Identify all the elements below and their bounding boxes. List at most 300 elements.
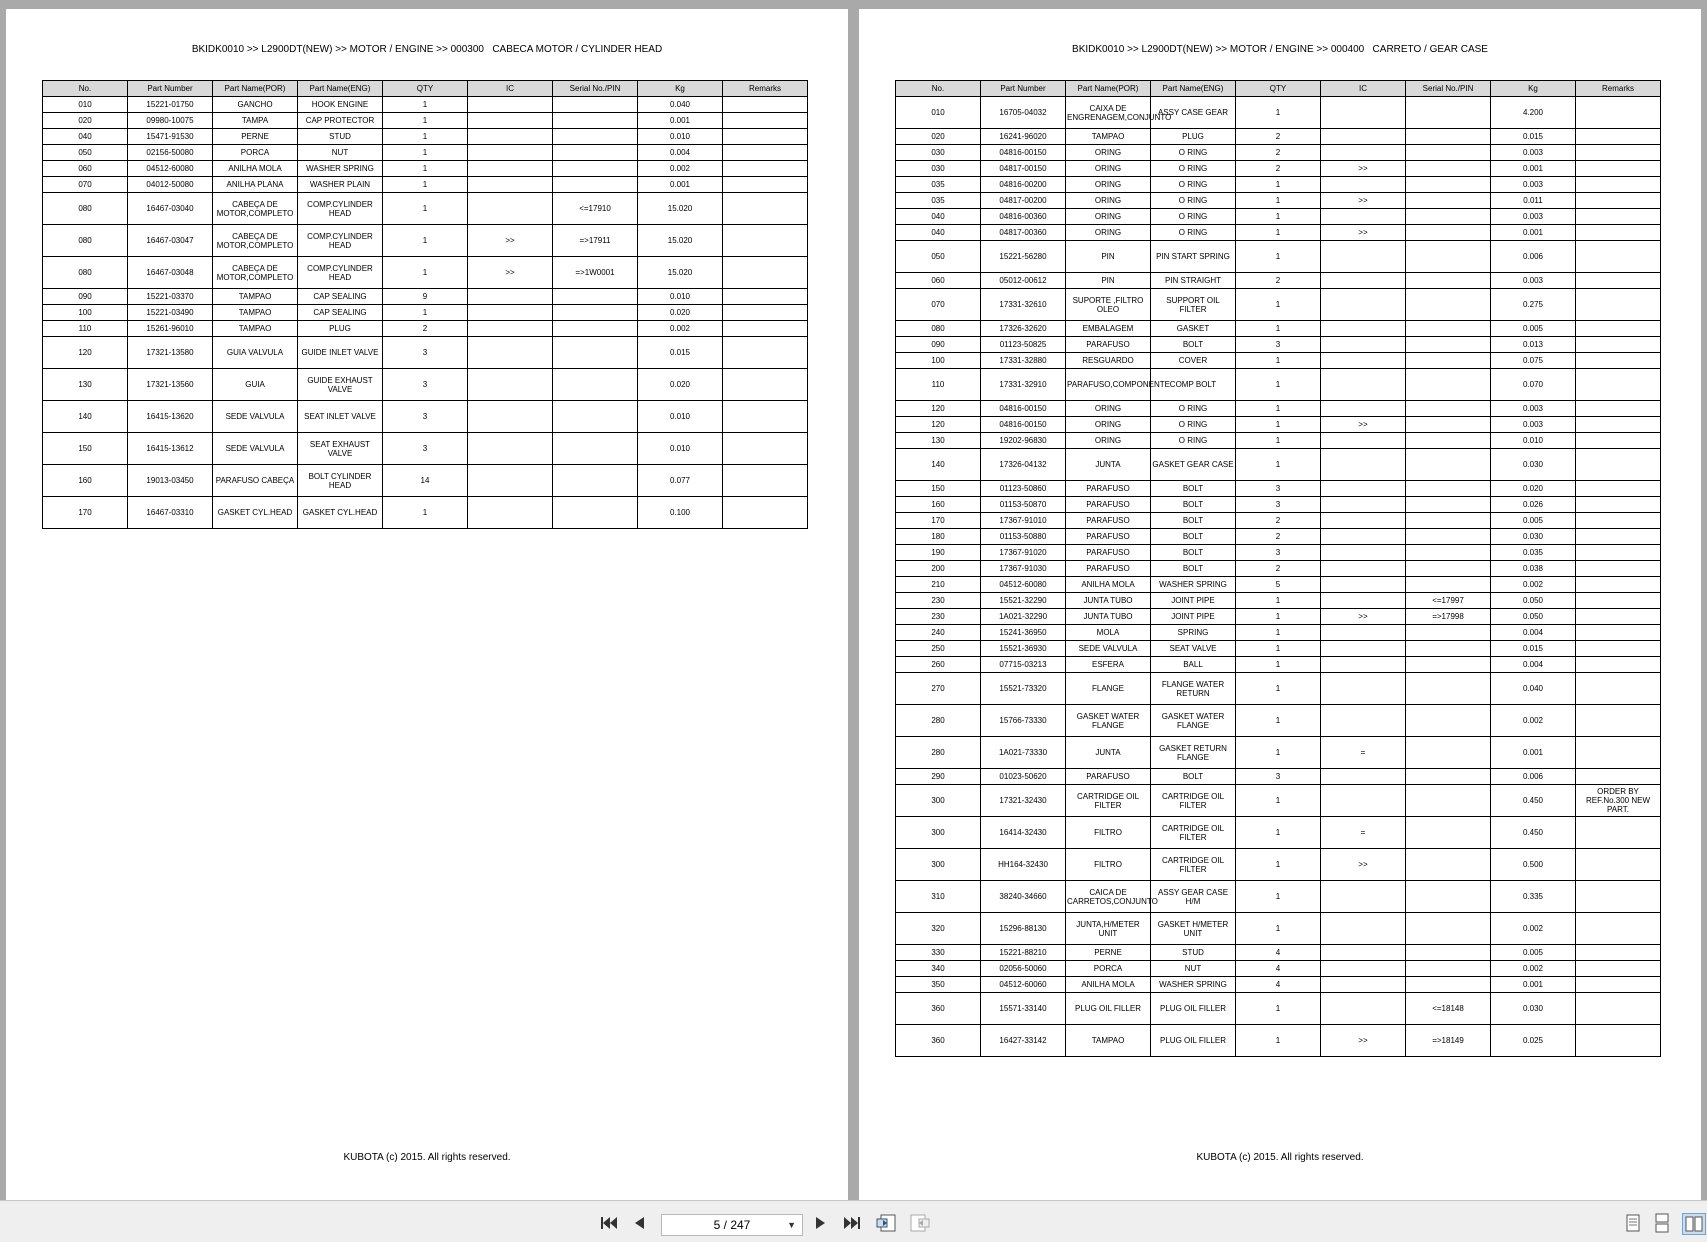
table-cell: O RING bbox=[1151, 177, 1236, 193]
table-cell: 0.004 bbox=[1491, 625, 1576, 641]
table-cell: O RING bbox=[1151, 161, 1236, 177]
table-cell bbox=[1321, 401, 1406, 417]
table-cell: SPRING bbox=[1151, 625, 1236, 641]
table-cell: 4 bbox=[1236, 961, 1321, 977]
table-cell: 0.001 bbox=[638, 177, 723, 193]
table-cell bbox=[1321, 705, 1406, 737]
table-cell: PARAFUSO bbox=[1066, 561, 1151, 577]
table-cell: 2 bbox=[1236, 513, 1321, 529]
first-page-icon[interactable] bbox=[600, 1213, 618, 1233]
table-cell: WASHER SPRING bbox=[1151, 977, 1236, 993]
table-cell: 15521-73320 bbox=[981, 673, 1066, 705]
table-cell: 070 bbox=[43, 177, 128, 193]
table-cell: 15766-73330 bbox=[981, 705, 1066, 737]
table-cell: 4 bbox=[1236, 945, 1321, 961]
last-page-icon[interactable] bbox=[843, 1213, 861, 1233]
table-cell: 080 bbox=[43, 225, 128, 257]
table-cell: 15296-88130 bbox=[981, 913, 1066, 945]
previous-page-icon[interactable] bbox=[632, 1213, 646, 1233]
table-row bbox=[896, 145, 1661, 161]
table-cell bbox=[468, 129, 553, 145]
table-cell bbox=[1321, 961, 1406, 977]
table-cell bbox=[1576, 961, 1661, 977]
two-page-icon[interactable] bbox=[1682, 1213, 1706, 1235]
table-cell: WASHER SPRING bbox=[298, 161, 383, 177]
table-cell bbox=[1406, 417, 1491, 433]
table-cell: PLUG OIL FILLER bbox=[1151, 1025, 1236, 1057]
table-cell: 330 bbox=[896, 945, 981, 961]
table-cell bbox=[1406, 561, 1491, 577]
table-cell bbox=[1406, 545, 1491, 561]
table-cell: BOLT bbox=[1151, 337, 1236, 353]
table-cell: BOLT bbox=[1151, 545, 1236, 561]
table-cell: CABEÇA DE MOTOR,COMPLETO bbox=[213, 193, 298, 225]
table-row bbox=[43, 145, 808, 161]
table-cell: >> bbox=[468, 257, 553, 289]
table-cell: 0.050 bbox=[1491, 593, 1576, 609]
table-cell: FLANGE WATER RETURN bbox=[1151, 673, 1236, 705]
table-cell: 01023-50620 bbox=[981, 769, 1066, 785]
table-cell: 0.030 bbox=[1491, 529, 1576, 545]
table-cell bbox=[723, 97, 808, 113]
table-row bbox=[43, 321, 808, 337]
table-cell: 16467-03310 bbox=[128, 497, 213, 529]
table-cell: CABEÇA DE MOTOR,COMPLETO bbox=[213, 257, 298, 289]
table-cell: 15261-96010 bbox=[128, 321, 213, 337]
table-cell: 17321-32430 bbox=[981, 785, 1066, 817]
table-cell: GASKET GEAR CASE bbox=[1151, 449, 1236, 481]
table-cell bbox=[723, 369, 808, 401]
table-cell: 1 bbox=[1236, 289, 1321, 321]
table-cell: 15521-36930 bbox=[981, 641, 1066, 657]
table-cell: ESFERA bbox=[1066, 657, 1151, 673]
table-cell: 060 bbox=[896, 273, 981, 289]
table-cell bbox=[1321, 289, 1406, 321]
table-cell: 1 bbox=[1236, 225, 1321, 241]
table-cell: 210 bbox=[896, 577, 981, 593]
table-cell: JUNTA TUBO bbox=[1066, 609, 1151, 625]
table-cell bbox=[1406, 353, 1491, 369]
table-cell bbox=[1576, 657, 1661, 673]
table-row bbox=[896, 641, 1661, 657]
table-cell: PLUG OIL FILLER bbox=[1151, 993, 1236, 1025]
table-cell: COMP BOLT bbox=[1151, 369, 1236, 401]
table-cell: PLUG bbox=[1151, 129, 1236, 145]
table-cell: ORING bbox=[1066, 145, 1151, 161]
table-cell: 3 bbox=[1236, 337, 1321, 353]
table-cell: 0.001 bbox=[1491, 225, 1576, 241]
table-cell: JUNTA TUBO bbox=[1066, 593, 1151, 609]
table-cell: 170 bbox=[896, 513, 981, 529]
table-cell bbox=[553, 433, 638, 465]
page-footer: KUBOTA (c) 2015. All rights reserved. bbox=[343, 1152, 511, 1163]
table-cell: ORING bbox=[1066, 225, 1151, 241]
table-cell: 0.005 bbox=[1491, 513, 1576, 529]
table-cell bbox=[553, 113, 638, 129]
table-cell: <=17997 bbox=[1406, 593, 1491, 609]
table-cell: 0.015 bbox=[1491, 641, 1576, 657]
table-cell bbox=[468, 289, 553, 305]
table-cell: 0.015 bbox=[1491, 129, 1576, 145]
table-cell bbox=[553, 369, 638, 401]
table-cell: 0.025 bbox=[1491, 1025, 1576, 1057]
table-cell: PIN bbox=[1066, 241, 1151, 273]
table-cell bbox=[1321, 337, 1406, 353]
table-cell bbox=[1321, 593, 1406, 609]
table-cell: 16415-13620 bbox=[128, 401, 213, 433]
table-cell: PARAFUSO bbox=[1066, 529, 1151, 545]
table-cell: RESGUARDO bbox=[1066, 353, 1151, 369]
table-cell bbox=[1576, 817, 1661, 849]
table-cell: 1 bbox=[1236, 673, 1321, 705]
table-cell: PORCA bbox=[1066, 961, 1151, 977]
table-cell bbox=[553, 337, 638, 369]
table-cell: CABEÇA DE MOTOR,COMPLETO bbox=[213, 225, 298, 257]
table-row bbox=[43, 465, 808, 497]
table-cell bbox=[1406, 273, 1491, 289]
table-cell: 1 bbox=[383, 193, 468, 225]
table-cell: 260 bbox=[896, 657, 981, 673]
table-cell bbox=[1321, 561, 1406, 577]
table-cell bbox=[1321, 513, 1406, 529]
table-cell: JUNTA bbox=[1066, 449, 1151, 481]
table-cell bbox=[1576, 913, 1661, 945]
table-cell: 2 bbox=[1236, 529, 1321, 545]
table-cell: >> bbox=[1321, 849, 1406, 881]
table-cell: SEAT INLET VALVE bbox=[298, 401, 383, 433]
table-cell: BOLT bbox=[1151, 513, 1236, 529]
table-cell: 17331-32610 bbox=[981, 289, 1066, 321]
table-cell: BOLT bbox=[1151, 769, 1236, 785]
table-cell: 280 bbox=[896, 705, 981, 737]
table-cell: 035 bbox=[896, 193, 981, 209]
column-header: Remarks bbox=[1576, 81, 1661, 97]
table-cell: 0.015 bbox=[638, 337, 723, 369]
table-cell bbox=[553, 497, 638, 529]
table-cell bbox=[1406, 289, 1491, 321]
page-number-input[interactable] bbox=[661, 1214, 803, 1236]
table-cell: 1 bbox=[1236, 1025, 1321, 1057]
table-cell: 0.050 bbox=[1491, 609, 1576, 625]
table-cell: 010 bbox=[43, 97, 128, 113]
table-cell bbox=[1406, 209, 1491, 225]
table-row bbox=[896, 353, 1661, 369]
table-cell bbox=[1576, 1025, 1661, 1057]
table-cell: 1 bbox=[1236, 625, 1321, 641]
table-cell bbox=[1576, 225, 1661, 241]
table-cell: CARTRIDGE OIL FILTER bbox=[1151, 849, 1236, 881]
table-cell: 300 bbox=[896, 817, 981, 849]
table-cell bbox=[1406, 337, 1491, 353]
table-cell: O RING bbox=[1151, 193, 1236, 209]
table-cell bbox=[1321, 529, 1406, 545]
table-cell: GASKET WATER FLANGE bbox=[1151, 705, 1236, 737]
table-cell: GASKET CYL.HEAD bbox=[298, 497, 383, 529]
table-cell: 15241-36950 bbox=[981, 625, 1066, 641]
table-cell: 1 bbox=[1236, 657, 1321, 673]
table-cell bbox=[468, 465, 553, 497]
table-cell bbox=[1406, 881, 1491, 913]
table-cell: 140 bbox=[43, 401, 128, 433]
table-cell: GASKET CYL.HEAD bbox=[213, 497, 298, 529]
table-cell: GUIA bbox=[213, 369, 298, 401]
table-cell: 1 bbox=[1236, 417, 1321, 433]
table-cell: ORING bbox=[1066, 161, 1151, 177]
table-row bbox=[43, 161, 808, 177]
column-header: IC bbox=[468, 81, 553, 97]
table-row bbox=[896, 817, 1661, 849]
table-cell: 1 bbox=[1236, 881, 1321, 913]
table-cell: 130 bbox=[896, 433, 981, 449]
table-cell bbox=[1321, 545, 1406, 561]
table-row bbox=[43, 497, 808, 529]
table-cell: 1 bbox=[1236, 593, 1321, 609]
table-cell: =>17998 bbox=[1406, 609, 1491, 625]
table-cell bbox=[723, 257, 808, 289]
table-cell: 300 bbox=[896, 785, 981, 817]
continuous-icon[interactable] bbox=[1653, 1213, 1671, 1233]
table-cell bbox=[1576, 945, 1661, 961]
table-cell bbox=[1576, 145, 1661, 161]
table-cell: 1 bbox=[1236, 177, 1321, 193]
table-cell bbox=[1576, 673, 1661, 705]
table-cell: 0.070 bbox=[1491, 369, 1576, 401]
previous-view-icon[interactable] bbox=[876, 1213, 898, 1233]
table-cell bbox=[553, 305, 638, 321]
table-cell: CAP PROTECTOR bbox=[298, 113, 383, 129]
table-cell: 0.040 bbox=[638, 97, 723, 113]
table-cell: 040 bbox=[896, 225, 981, 241]
table-cell: 16467-03040 bbox=[128, 193, 213, 225]
table-cell: 100 bbox=[43, 305, 128, 321]
table-cell: 0.002 bbox=[1491, 913, 1576, 945]
table-cell: 1 bbox=[1236, 849, 1321, 881]
table-cell bbox=[723, 289, 808, 305]
table-cell: 1 bbox=[383, 257, 468, 289]
table-cell: 17331-32880 bbox=[981, 353, 1066, 369]
table-cell: 3 bbox=[1236, 545, 1321, 561]
table-row bbox=[896, 177, 1661, 193]
table-cell: 0.026 bbox=[1491, 497, 1576, 513]
table-cell: 3 bbox=[1236, 497, 1321, 513]
parts-table bbox=[895, 80, 1661, 1057]
table-cell: 0.004 bbox=[638, 145, 723, 161]
table-cell: 0.002 bbox=[1491, 705, 1576, 737]
table-cell: PARAFUSO,COMPONENTE bbox=[1066, 369, 1151, 401]
table-cell bbox=[723, 465, 808, 497]
table-cell: PARAFUSO CABEÇA bbox=[213, 465, 298, 497]
table-cell: 020 bbox=[43, 113, 128, 129]
table-cell bbox=[553, 465, 638, 497]
table-cell: ORDER BY REF.No.300 NEW PART. bbox=[1576, 785, 1661, 817]
table-row bbox=[896, 225, 1661, 241]
table-cell: SUPPORT OIL FILTER bbox=[1151, 289, 1236, 321]
table-cell: 120 bbox=[896, 401, 981, 417]
table-cell: = bbox=[1321, 737, 1406, 769]
table-cell bbox=[1406, 497, 1491, 513]
table-row bbox=[896, 497, 1661, 513]
table-cell bbox=[723, 145, 808, 161]
table-cell bbox=[1406, 369, 1491, 401]
table-cell: 290 bbox=[896, 769, 981, 785]
table-cell: PERNE bbox=[213, 129, 298, 145]
table-cell: 16705-04032 bbox=[981, 97, 1066, 129]
table-cell: SEDE VALVULA bbox=[213, 433, 298, 465]
table-cell bbox=[1576, 561, 1661, 577]
table-cell: 15521-32290 bbox=[981, 593, 1066, 609]
table-cell bbox=[1321, 769, 1406, 785]
table-cell: 16241-96020 bbox=[981, 129, 1066, 145]
table-cell bbox=[468, 193, 553, 225]
table-cell: O RING bbox=[1151, 417, 1236, 433]
table-cell bbox=[1406, 241, 1491, 273]
table-cell: 0.001 bbox=[1491, 737, 1576, 769]
column-header: No. bbox=[896, 81, 981, 97]
table-cell: SUPORTE ,FILTRO OLEO bbox=[1066, 289, 1151, 321]
table-cell: >> bbox=[1321, 161, 1406, 177]
table-row bbox=[896, 449, 1661, 481]
table-cell: 0.010 bbox=[1491, 433, 1576, 449]
table-cell: 02056-50060 bbox=[981, 961, 1066, 977]
table-cell: 120 bbox=[896, 417, 981, 433]
table-cell: 050 bbox=[43, 145, 128, 161]
table-cell bbox=[468, 433, 553, 465]
table-cell: 16467-03047 bbox=[128, 225, 213, 257]
table-cell bbox=[468, 177, 553, 193]
table-cell: 04512-60080 bbox=[981, 577, 1066, 593]
table-cell bbox=[1576, 321, 1661, 337]
table-cell bbox=[1321, 945, 1406, 961]
table-row bbox=[896, 993, 1661, 1025]
table-cell: 3 bbox=[1236, 481, 1321, 497]
table-cell: 14 bbox=[383, 465, 468, 497]
table-cell: JUNTA,H/METER UNIT bbox=[1066, 913, 1151, 945]
table-cell bbox=[1576, 849, 1661, 881]
table-cell: 1 bbox=[1236, 993, 1321, 1025]
table-cell: CARTRIDGE OIL FILTER bbox=[1151, 817, 1236, 849]
table-cell: PARAFUSO bbox=[1066, 545, 1151, 561]
column-header: Kg bbox=[1491, 81, 1576, 97]
column-header: QTY bbox=[1236, 81, 1321, 97]
table-cell: PIN bbox=[1066, 273, 1151, 289]
chevron-down-icon[interactable]: ▼ bbox=[787, 1220, 796, 1230]
table-cell: 17321-13560 bbox=[128, 369, 213, 401]
table-cell: SEDE VALVULA bbox=[1066, 641, 1151, 657]
table-cell: 1 bbox=[1236, 97, 1321, 129]
table-cell: 9 bbox=[383, 289, 468, 305]
table-cell: 0.003 bbox=[1491, 401, 1576, 417]
table-cell: BOLT bbox=[1151, 481, 1236, 497]
table-cell bbox=[1406, 97, 1491, 129]
table-cell bbox=[1321, 625, 1406, 641]
table-cell bbox=[1321, 433, 1406, 449]
table-cell: 02156-50080 bbox=[128, 145, 213, 161]
table-cell: 030 bbox=[896, 145, 981, 161]
column-header: No. bbox=[43, 81, 128, 97]
next-view-icon[interactable] bbox=[908, 1213, 930, 1233]
single-page-icon[interactable] bbox=[1624, 1213, 1642, 1233]
table-cell: 0.030 bbox=[1491, 993, 1576, 1025]
table-cell: 4.200 bbox=[1491, 97, 1576, 129]
table-cell: 250 bbox=[896, 641, 981, 657]
table-cell: 150 bbox=[43, 433, 128, 465]
table-cell: ASSY GEAR CASE H/M bbox=[1151, 881, 1236, 913]
table-cell: 180 bbox=[896, 529, 981, 545]
table-cell bbox=[1576, 737, 1661, 769]
table-row bbox=[43, 289, 808, 305]
table-cell: 17326-32620 bbox=[981, 321, 1066, 337]
table-row bbox=[43, 193, 808, 225]
table-cell: PARAFUSO bbox=[1066, 769, 1151, 785]
table-cell: 0.038 bbox=[1491, 561, 1576, 577]
table-cell: 120 bbox=[43, 337, 128, 369]
table-cell: >> bbox=[1321, 193, 1406, 209]
table-cell: 04817-00200 bbox=[981, 193, 1066, 209]
table-cell bbox=[1321, 209, 1406, 225]
table-cell: 04512-60080 bbox=[128, 161, 213, 177]
column-header: Part Number bbox=[128, 81, 213, 97]
next-page-icon[interactable] bbox=[814, 1213, 828, 1233]
table-cell: 15.020 bbox=[638, 257, 723, 289]
table-cell bbox=[468, 337, 553, 369]
table-cell bbox=[553, 161, 638, 177]
table-cell: 170 bbox=[43, 497, 128, 529]
table-cell: 17321-13580 bbox=[128, 337, 213, 369]
parts-table bbox=[42, 80, 808, 529]
table-cell: 030 bbox=[896, 161, 981, 177]
table-row bbox=[896, 529, 1661, 545]
table-cell: ASSY CASE GEAR bbox=[1151, 97, 1236, 129]
table-cell: 15.020 bbox=[638, 193, 723, 225]
table-cell: >> bbox=[1321, 417, 1406, 433]
table-cell: PERNE bbox=[1066, 945, 1151, 961]
table-cell: ORING bbox=[1066, 433, 1151, 449]
table-row bbox=[896, 913, 1661, 945]
table-cell: 04817-00150 bbox=[981, 161, 1066, 177]
table-cell bbox=[1321, 321, 1406, 337]
table-cell: 4 bbox=[1236, 977, 1321, 993]
table-cell: MOLA bbox=[1066, 625, 1151, 641]
table-cell bbox=[1406, 145, 1491, 161]
table-cell: 07715-03213 bbox=[981, 657, 1066, 673]
table-cell bbox=[1576, 433, 1661, 449]
table-cell: O RING bbox=[1151, 225, 1236, 241]
table-cell: PLUG bbox=[298, 321, 383, 337]
table-cell bbox=[723, 177, 808, 193]
table-cell: 2 bbox=[383, 321, 468, 337]
table-cell: 16415-13612 bbox=[128, 433, 213, 465]
table-cell: ANILHA MOLA bbox=[1066, 577, 1151, 593]
table-cell: 0.001 bbox=[1491, 977, 1576, 993]
table-cell: 0.002 bbox=[638, 161, 723, 177]
table-cell: 130 bbox=[43, 369, 128, 401]
table-cell: GASKET RETURN FLANGE bbox=[1151, 737, 1236, 769]
table-cell bbox=[468, 497, 553, 529]
table-cell bbox=[1576, 513, 1661, 529]
table-cell: >> bbox=[1321, 1025, 1406, 1057]
table-row bbox=[896, 289, 1661, 321]
table-cell: PARAFUSO bbox=[1066, 497, 1151, 513]
table-row bbox=[896, 609, 1661, 625]
table-cell bbox=[1576, 481, 1661, 497]
table-cell: 0.010 bbox=[638, 289, 723, 305]
table-cell: 0.006 bbox=[1491, 769, 1576, 785]
table-cell bbox=[1321, 177, 1406, 193]
table-cell bbox=[1321, 577, 1406, 593]
table-cell bbox=[553, 321, 638, 337]
table-cell: 300 bbox=[896, 849, 981, 881]
table-cell: 3 bbox=[383, 433, 468, 465]
